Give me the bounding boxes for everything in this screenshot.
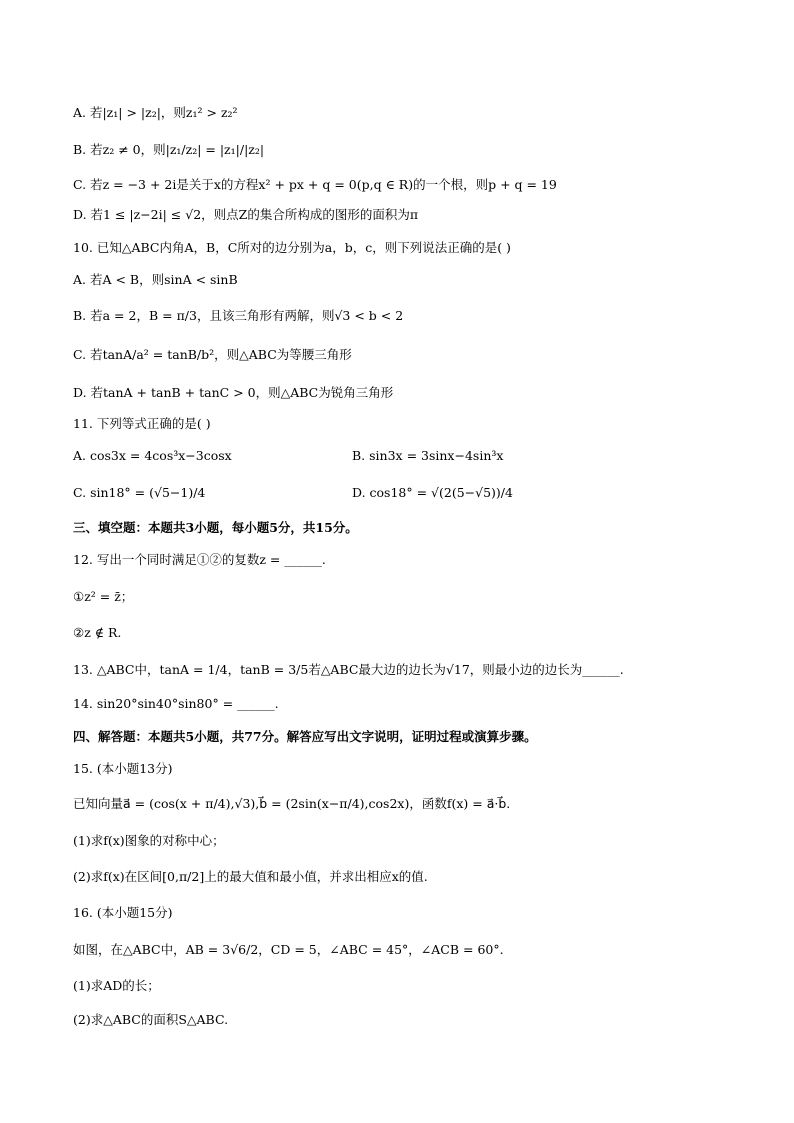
option-10d: D. 若tanA + tanB + tanC > 0，则△ABC为锐角三角形 — [73, 385, 394, 400]
option-10a: A. 若A < B，则sinA < sinB — [73, 272, 238, 287]
question-15-header: 15. (本小题13分) — [73, 761, 173, 776]
question-15-stem: 已知向量a⃗ = (cos(x + π/4),√3),b⃗ = (2sin(x−π/4),cos2x)，函数f(x) = a⃗·b⃗. — [73, 796, 511, 811]
question-16-part-2: (2)求△ABC的面积S△ABC. — [73, 1012, 229, 1027]
option-9b: B. 若z₂ ≠ 0，则|z₁/z₂| = |z₁|/|z₂| — [73, 142, 265, 157]
question-15-part-1: (1)求f(x)图象的对称中心； — [73, 833, 225, 848]
option-11d: D. cos18° = √(2(5−√5))/4 — [352, 485, 513, 500]
question-10-stem: 10. 已知△ABC内角A，B，C所对的边分别为a，b，c，则下列说法正确的是( ) — [73, 240, 511, 255]
question-14: 14. sin20°sin40°sin80° = ______. — [73, 696, 279, 711]
option-10b: B. 若a = 2，B = π/3，且该三角形有两解，则√3 < b < 2 — [73, 308, 404, 323]
option-9d: D. 若1 ≤ |z−2i| ≤ √2，则点Z的集合所构成的图形的面积为π — [73, 207, 419, 222]
question-11-stem: 11. 下列等式正确的是( ) — [73, 416, 211, 431]
options-11cd — [73, 485, 723, 501]
question-16-header: 16. (本小题15分) — [73, 905, 173, 920]
condition-2: ②z ∉ R. — [73, 625, 122, 640]
question-12-stem: 12. 写出一个同时满足①②的复数z = ______. — [73, 552, 326, 567]
option-11c: C. sin18° = (√5−1)/4 — [73, 485, 206, 500]
option-9c: C. 若z = −3 + 2i是关于x的方程x² + px + q = 0(p,q ∈ R)的一个根，则p + q = 19 — [73, 177, 557, 192]
condition-1: ①z² = z̄； — [73, 589, 134, 604]
question-16-part-1: (1)求AD的长； — [73, 978, 160, 993]
question-16-stem: 如图，在△ABC中，AB = 3√6/2，CD = 5，∠ABC = 45°，∠ACB = 60°. — [73, 942, 504, 957]
question-15-part-2: (2)求f(x)在区间[0,π/2]上的最大值和最小值，并求出相应x的值. — [73, 869, 428, 884]
option-9a: A. 若|z₁| > |z₂|，则z₁² > z₂² — [73, 105, 238, 120]
options-11ab — [73, 448, 723, 464]
option-11b: B. sin3x = 3sinx−4sin³x — [352, 448, 504, 463]
option-10c: C. 若tanA/a² = tanB/b²，则△ABC为等腰三角形 — [73, 347, 352, 362]
option-11a: A. cos3x = 4cos³x−3cosx — [73, 448, 232, 463]
section-3-heading: 三、填空题：本题共3小题，每小题5分，共15分。 — [73, 520, 358, 535]
section-4-heading: 四、解答题：本题共5小题，共77分。解答应写出文字说明，证明过程或演算步骤。 — [73, 729, 537, 744]
question-13: 13. △ABC中，tanA = 1/4，tanB = 3/5若△ABC最大边的边长为√17，则最小边的边长为______. — [73, 662, 624, 677]
